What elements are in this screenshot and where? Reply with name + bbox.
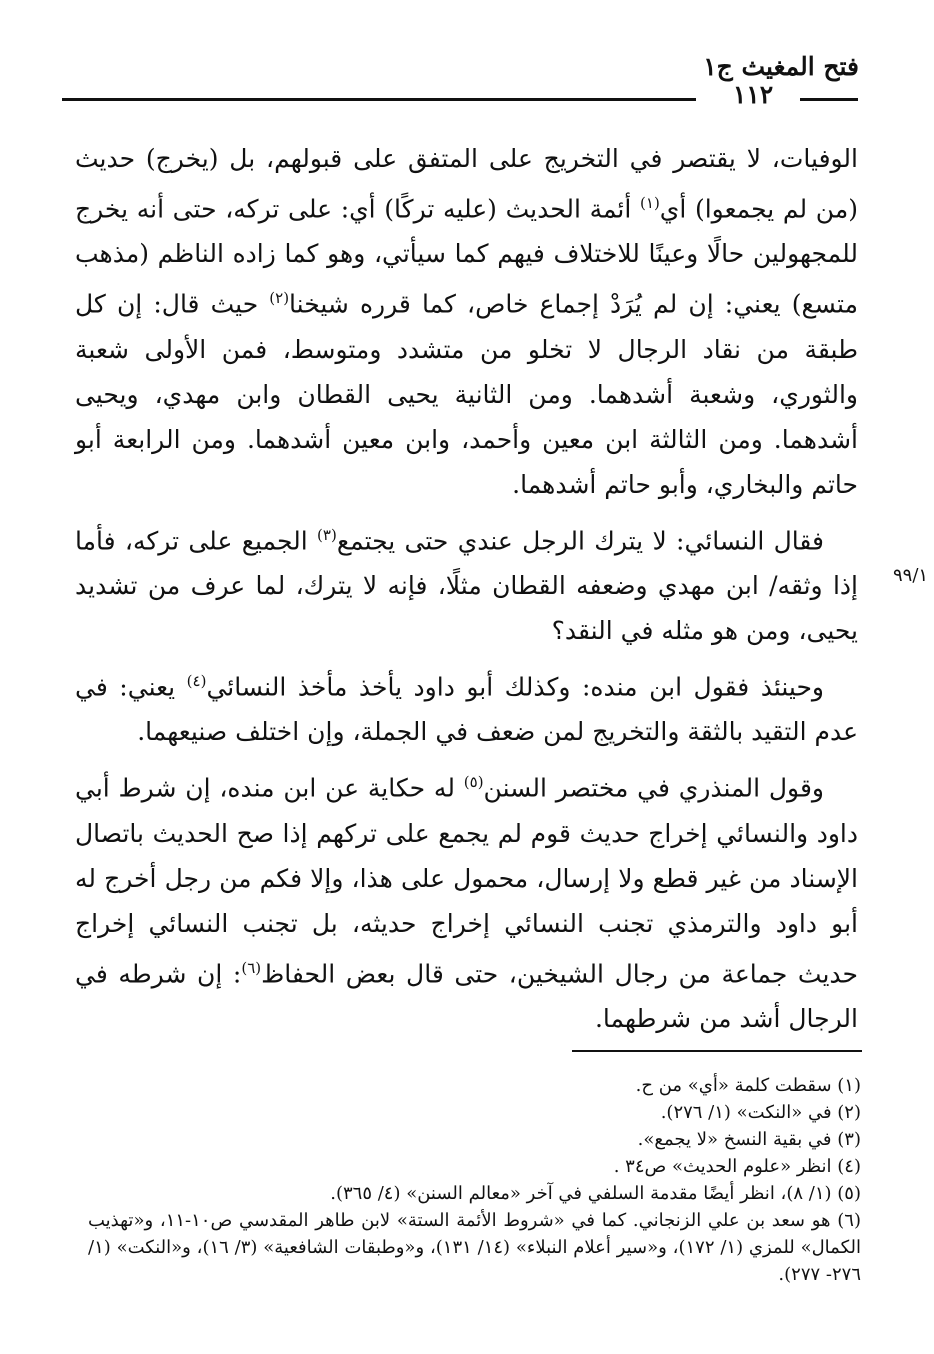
manuscript-folio-marker: ٩٩/١ (893, 565, 929, 586)
footnote-ref-2: (٢) (269, 289, 290, 308)
footnote-separator (572, 1050, 862, 1052)
footnote-2: (٢) في «النكت» (١/ ٢٧٦). (660, 1102, 861, 1123)
footnote-ref-4: (٤) (186, 671, 207, 690)
running-title: فتح المغيث ج١ (703, 52, 859, 81)
footnote-6: (٦) هو سعد بن علي الزنجاني. كما في «شروط الأئمة الستة» لابن طاهر المقدسي ص١٠-١١، و«تهذيب الكمال» للمزي (١/ ١٧٢)، و«سير أعلام النبلاء» (١٤/ ١٣١)، و«وطبقات الشافعية» (٣/ ١٦)، و«النكت» (١/ ٢٧٦- ٢٧٧). (88, 1210, 862, 1285)
paragraph-2: فقال النسائي: لا يترك الرجل عندي حتى يجتمع$^{(٣)}$ الجميع على تركه، فأما إذا وثقه/ ابن مهدي وضعفه القطان مثلًا، فإنه لا يترك، لما عرف من تشديد يحيى، ومن هو مثله في النقد؟ (75, 525, 858, 645)
paragraph-4: وقول المنذري في مختصر السنن$^{(٥)}$ له حكاية عن ابن منده، إن شرط أبي داود والنسائي إخراج حديث قوم لم يجمع على تركهم إذا صح الحديث باتصال الإسناد من غير قطع ولا إرسال، محمول على هذا، وإلا فكم من رجل أخرج له أبو داود والترمذي تجنب النسائي إخراج حديثه، بل تجنب النسائي إخراج حديث جماعة من رجال الشيخين، حتى قال بعض الحفاظ$^{(٦)}$: إن شرطه في الرجال أشد من شرطهما. (75, 773, 858, 1033)
paragraph-1: الوفيات، لا يقتصر في التخريج على المتفق على قبولهم، بل (يخرج) حديث (من لم يجمعوا) أي$^{(١)}$ أئمة الحديث (عليه تركًا) أي: على تركه، حتى أنه يخرج للمجهولين حالًا وعينًا للاختلاف فيهم كما سيأتي، وهو كما زاده الناظم (مذهب متسع) يعني: إن لم يُرَدْ إجماع خاص، كما قرره شيخنا$^{(٢)}$ حيث قال: إن كل طبقة من نقاد الرجال لا تخلو من متشدد ومتوسط، فمن الأولى شعبة والثوري، وشعبة أشدهما. ومن الثانية يحيى القطان وابن مهدي، ويحيى أشدهما. ومن الثالثة ابن معين وأحمد، وابن معين أشدهما. ومن الرابعة أبو حاتم والبخاري، وأبو حاتم أشدهما. (75, 144, 858, 499)
header-rule-right (800, 98, 858, 101)
footnote-ref-3: (٣) (317, 525, 337, 544)
main-text (75, 136, 858, 1047)
footnotes (88, 1072, 861, 1288)
header-rule-left (62, 98, 696, 101)
footnote-4: (٤) انظر «علوم الحديث» ص٣٤ . (613, 1156, 861, 1177)
footnote-ref-5: (٥) (463, 773, 484, 792)
paragraph-3: وحينئذ فقول ابن منده: وكذلك أبو داود يأخذ مأخذ النسائي$^{(٤)}$ يعني: في عدم التقيد بالثقة والتخريج لمن ضعف في الجملة، وإن اختلف صنيعهما. (75, 671, 858, 747)
footnote-ref-1: (١) (640, 194, 660, 212)
footnote-3: (٣) في بقية النسخ «لا يجمع». (637, 1129, 861, 1150)
footnote-1: (١) سقطت كلمة «أي» من ح. (635, 1075, 861, 1096)
footnote-ref-6: (٦) (241, 958, 262, 977)
page-number: ١١٢ (732, 80, 774, 109)
footnote-5: (٥) (١/ ٨)، انظر أيضًا مقدمة السلفي في آخر «معالم السنن» (٤/ ٣٦٥). (330, 1183, 861, 1204)
